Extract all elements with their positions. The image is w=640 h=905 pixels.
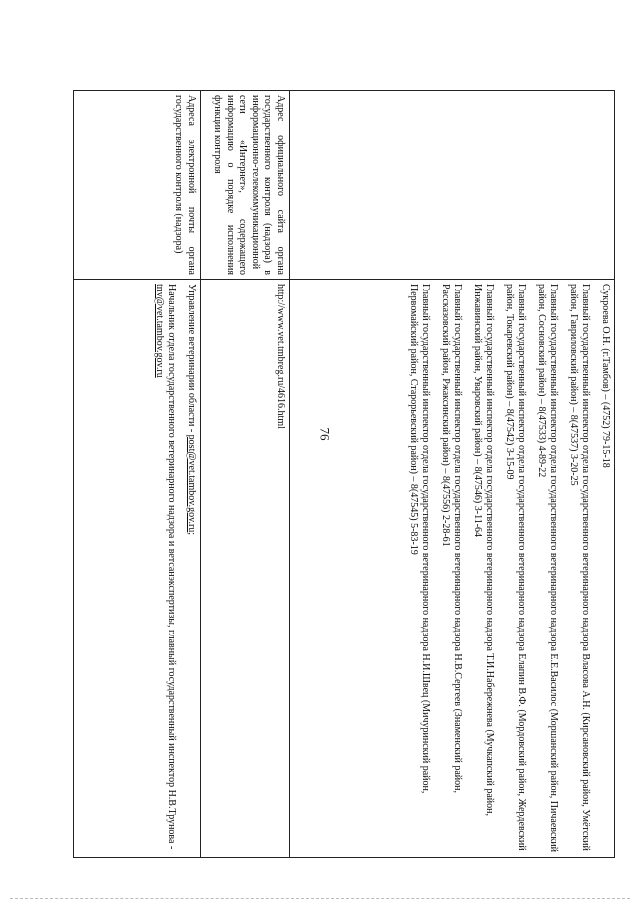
row-label-empty — [290, 91, 615, 280]
table-row — [290, 91, 615, 858]
list-item: Главный государственный инспектор отдела государственного ветеринарного надзора Т.И.Набережнева (Мучкапский район, Инжавинский район, Уваровский район) – 8(47546) 3-11-64 — [472, 284, 496, 816]
list-item: Главный государственный инспектор отдела государственного ветеринарного надзора Е.Е.Василос (Моршанский район, Пичаевский район, Сосновский район) – 8(47533) 4-89-22 — [536, 284, 560, 852]
page-number: 76 — [317, 427, 333, 441]
email-cell — [74, 280, 201, 858]
list-item: Главный государственный инспектор отдела государственного ветеринарного надзора Власова А.Н. (Кирсановский район, Умётский район, Гавриловский район) – 8(47537) 3-20-25 — [568, 284, 592, 851]
list-item: Главный государственный инспектор отдела государственного ветеринарного надзора Н.В.Сергеев (Знаменский район, Рассказовский район, Ржаксинский район) – 8(47556) 2-28-61 — [440, 284, 464, 793]
table-row — [74, 91, 201, 858]
list-item: Сукроева О.Н. (г.Тамбов) – (4752) 79-15-18 — [600, 284, 611, 468]
email-link-main[interactable]: post@vet.tambov.gov.ru — [186, 434, 197, 533]
inspectors-cell — [290, 280, 615, 858]
website-label: Адрес официального сайта органа государственного контроля (надзора) в информационно-телекоммуникационной сети «Интернет», содержащего информацию о порядке исполнения функции контроля — [201, 91, 290, 280]
list-item: Главный государственный инспектор отдела государственного ветеринарного надзора Елапин В.Ф. (Мордовский район, Жердевский район, Токаревский район) – 8(47542) 3-15-09 — [504, 284, 528, 851]
email-label: Адреса электронной почты органа государственного контроля (надзора) — [74, 91, 201, 280]
website-link[interactable]: http://www.vet.tmbreg.ru/4616.html — [275, 284, 286, 429]
email-line-1: Управление ветеринарии области - post@vet.tambov.gov.ru; — [186, 284, 197, 536]
email-link-head[interactable]: tnv@vet.tambov.gov.ru — [154, 284, 165, 378]
email-line-2: Начальник отдела государственного ветеринарного надзора и ветсанэкспертизы, главный государственный инспектор Н.В.Трунова - tnv@vet.tambov.gov.ru — [154, 284, 178, 850]
list-item: Главный государственный инспектор отдела государственного ветеринарного надзора Н.И.Швец (Мичуринский район, Первомайский район, Старорьевский район) – 8(47545) 5-83-19 — [408, 284, 432, 794]
table-row — [201, 91, 290, 858]
rotated-page — [55, 90, 615, 858]
scan-edge-divider — [10, 898, 630, 899]
info-table — [73, 90, 615, 858]
website-cell — [201, 280, 290, 858]
